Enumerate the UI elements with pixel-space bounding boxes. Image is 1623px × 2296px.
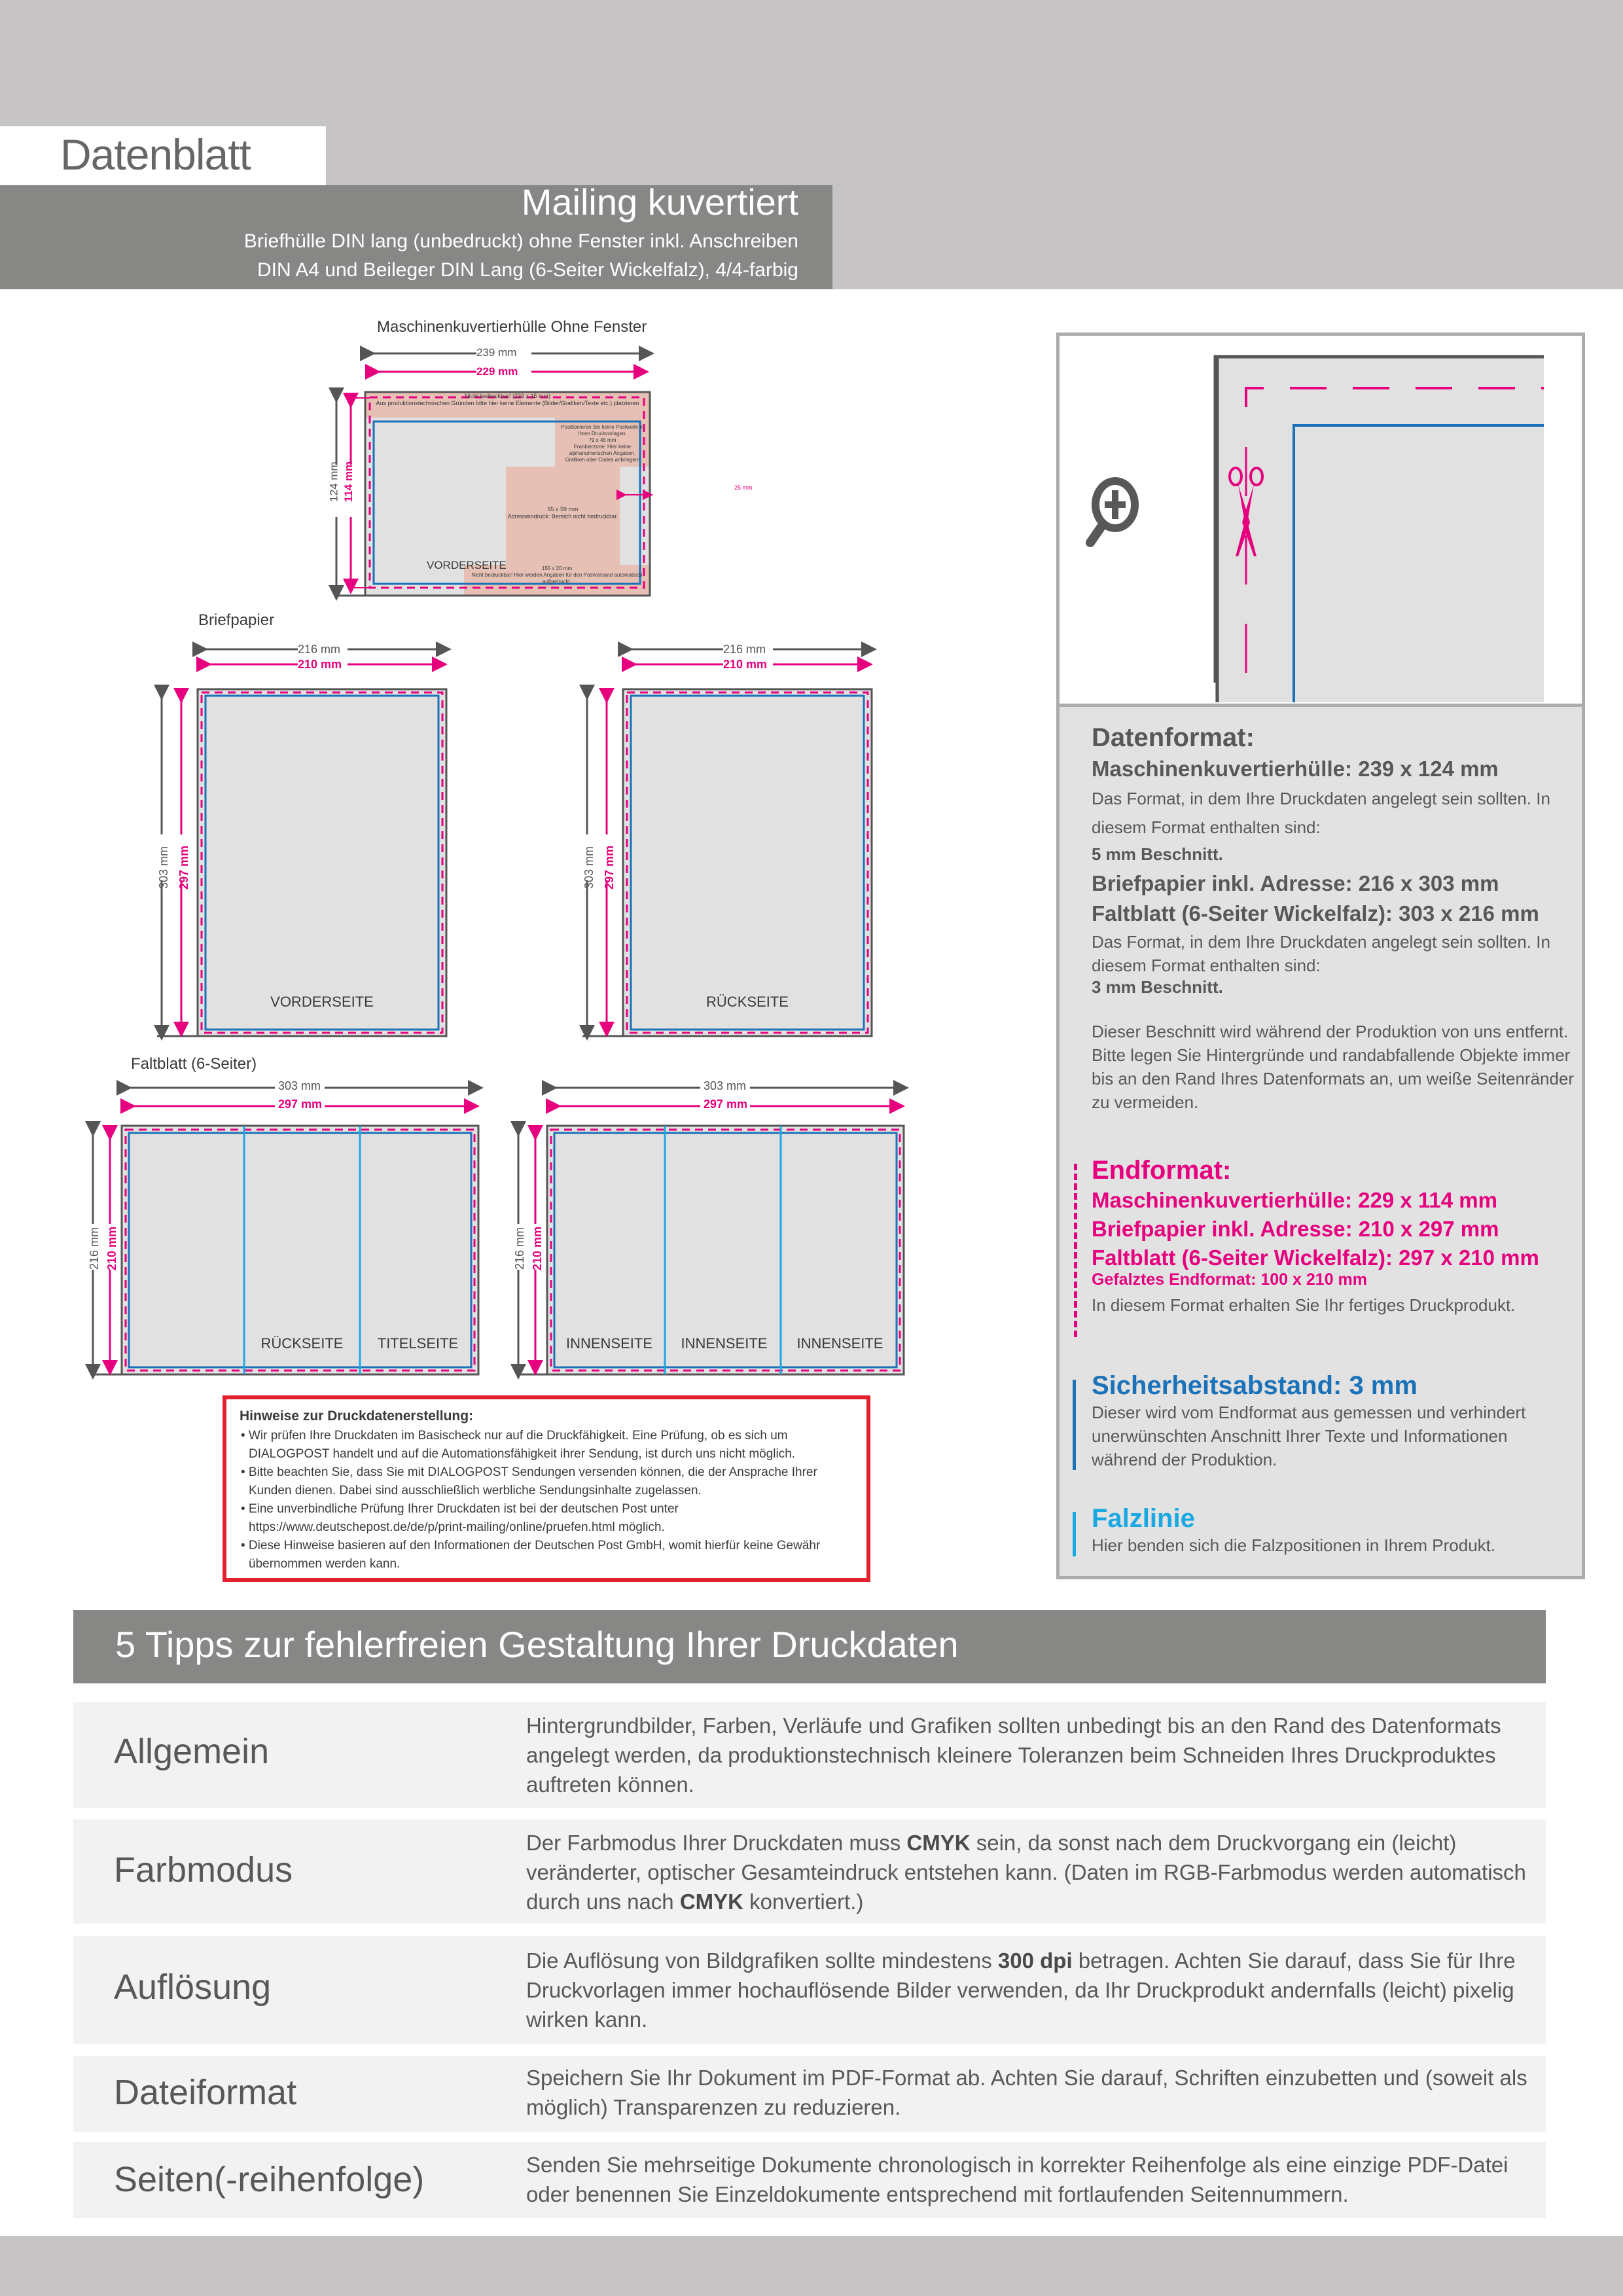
tip-name: Allgemein (114, 1732, 270, 1771)
endformat-leaflet: Faltblatt (6-Seiter Wickelfalz): 297 x 210 mm (1092, 1246, 1539, 1270)
datenformat-bleed2: 3 mm Beschnitt. (1092, 977, 1223, 997)
zone-stamp-line3: Frankierzone: Hier keine alphanumerischen Angaben, (569, 444, 636, 456)
doc-type-title: Datenblatt (60, 130, 251, 179)
zone-stamp-line2: Ihren Druckvorlagen. (578, 431, 627, 437)
tip-text (526, 1828, 1534, 1916)
zone-top-line2: Aus produktionstechnischen Gründen bitte hier keine Elemente (Bilder/Grafiken/Texte etc.) platzieren (376, 400, 639, 406)
leaflet-inner-panel-2-label: INNENSEITE (681, 1335, 768, 1352)
zone-address-text (506, 506, 620, 520)
product-title: Mailing kuvertiert (521, 181, 798, 223)
datenformat-letter: Briefpapier inkl. Adresse: 216 x 303 mm (1092, 871, 1499, 895)
leaflet-diagram-title: Faltblatt (6-Seiter) (131, 1055, 257, 1073)
tip-name: Dateiformat (114, 2073, 297, 2112)
datenformat-note: Dieser Beschnitt wird während der Produktion von uns entfernt. Bitte legen Sie Hintergründe und randabfallende Objekte immer bis an den Rand Ihres Datenformats an, um weiße Seitenränder zu vermeiden. (1092, 1022, 1575, 1112)
endformat-envelope: Maschinenkuvertierhülle: 229 x 114 mm (1092, 1188, 1497, 1212)
letter-front-height-final: 297 mm (177, 845, 191, 890)
zoom-in-icon (1090, 481, 1135, 543)
datenformat-section (1092, 723, 1576, 1114)
notice-item: • Diese Hinweise basieren auf den Informationen der Deutschen Post GmbH, womit hierfür keine Gewähr übernommen werden kann. (241, 1539, 821, 1571)
tip-name: Seiten(-reihenfolge) (114, 2160, 425, 2199)
envelope-height-data: 124 mm (327, 461, 340, 502)
letter-front-label: VORDERSEITE (270, 994, 374, 1010)
tip-text: Speichern Sie Ihr Dokument im PDF-Format ab. Achten Sie darauf, Schriften einzubetten und (soweit als möglich) Transparenzen zu reduzieren. (526, 2066, 1527, 2119)
leaflet-outer-width-data: 303 mm (278, 1079, 321, 1092)
zone-stamp-size: 79 x 45 mm (588, 437, 616, 443)
tip-text-part: Die Auflösung von Bildgrafiken sollte mindestens (526, 1948, 998, 1973)
safety-desc: Dieser wird vom Endformat aus gemessen und verhindert unerwünschten Anschnitt Ihrer Texte und Informationen während der Produktion. (1092, 1403, 1526, 1469)
letter-front-width-data: 216 mm (298, 643, 341, 656)
tip-name: Farbmodus (114, 1850, 293, 1890)
leaflet-outer-height-final: 210 mm (105, 1226, 119, 1271)
bleed-illustration (1060, 336, 1582, 707)
envelope-width-data: 239 mm (476, 346, 517, 359)
bottom-band (0, 2236, 1623, 2296)
tip-text-part: Der Farbmodus Ihrer Druckdaten muss (526, 1831, 907, 1855)
leaflet-inner-panel-1-label: INNENSEITE (565, 1335, 653, 1352)
leaflet-inner-width-data: 303 mm (704, 1079, 747, 1092)
letter-back-width-data: 216 mm (723, 643, 766, 656)
tip-text-part: sein, da sonst nach dem Druckvorgang ein (leicht) veränderter, optischer Gesamteindruck entstehen kann. (Daten im RGB-Farbmodus werden automatisch durch uns nach (526, 1831, 1526, 1914)
leaflet-inner-height-data: 216 mm (513, 1227, 527, 1270)
tips-heading: 5 Tipps zur fehlerfreien Gestaltung Ihrer Druckdaten (115, 1624, 959, 1665)
zone-top-line1: Nicht bedruckbar! (239 x 15 mm) (464, 393, 551, 399)
safety-marker (1073, 1380, 1076, 1470)
letter-front-width-final: 210 mm (298, 658, 342, 671)
leaflet-outer-panel-3-label: TITELSEITE (377, 1335, 459, 1352)
datenformat-envelope: Maschinenkuvertierhülle: 239 x 124 mm (1092, 757, 1499, 781)
notice-item: • Eine unverbindliche Prüfung Ihrer Druckdaten ist bei der deutschen Post unter https://www.deutschepost.de/de/p/print-mailing/online/pruefen.html möglich. (241, 1502, 679, 1534)
right-margin-label: 25 mm (734, 484, 753, 491)
datenformat-desc2: Das Format, in dem Ihre Druckdaten angelegt sein sollten. In diesem Format enthalten sind: (1092, 932, 1550, 975)
fold-section (1092, 1504, 1576, 1557)
product-subtitle-line1: Briefhülle DIN lang (unbedruckt) ohne Fenster inkl. Anschreiben (243, 230, 798, 252)
tip-text: Senden Sie mehrseitige Dokumente chronologisch in korrekter Reihenfolge als eine einzige PDF-Datei oder benennen Sie Einzeldokumente entsprechend mit fortlaufenden Seitennummern. (526, 2153, 1508, 2206)
leaflet-inner-width-final: 297 mm (704, 1098, 748, 1111)
zone-top-text (365, 393, 650, 407)
letter-back-height-data: 303 mm (582, 846, 596, 889)
fold-marker (1073, 1512, 1076, 1556)
letter-diagram-title: Briefpapier (198, 611, 275, 629)
letter-front-diagram (151, 638, 452, 1044)
zone-stamp-line4: Grafiken oder Codes anbringen! (565, 457, 640, 463)
tip-text-part: betragen. Achten Sie darauf, dass Sie für Ihre Druckvorlagen immer hochauflösende Bilder verwenden, da Ihr Druckprodukt andernfalls (leicht) pixelig wirken kann. (526, 1948, 1516, 2032)
zone-stamp-text (555, 424, 650, 463)
leaflet-inner-height-final: 210 mm (531, 1226, 544, 1271)
tip-text (526, 1946, 1534, 2034)
endformat-heading: Endformat: (1092, 1156, 1232, 1185)
zone-stamp-line1: Positionieren Sie keine Postwelle in (561, 424, 644, 430)
letter-front-height-data: 303 mm (157, 846, 171, 889)
zone-address-desc: Adresseindruck: Bereich nicht bedruckbar. (507, 513, 618, 520)
tip-text-emphasis: CMYK (906, 1831, 971, 1855)
safety-heading: Sicherheitsabstand: 3 mm (1092, 1371, 1418, 1400)
endformat-desc: In diesem Format erhalten Sie Ihr fertiges Druckprodukt. (1092, 1295, 1516, 1315)
product-subtitle-line2: DIN A4 und Beileger DIN Lang (6-Seiter Wickelfalz), 4/4-farbig (257, 259, 798, 281)
fold-heading: Falzlinie (1092, 1504, 1195, 1533)
letter-back-label: RÜCKSEITE (706, 994, 789, 1010)
tip-name: Auflösung (114, 1967, 272, 2007)
envelope-diagram (327, 340, 798, 602)
endformat-marker (1074, 1164, 1080, 1337)
endformat-section (1092, 1156, 1576, 1317)
datenformat-desc1: Das Format, in dem Ihre Druckdaten angelegt sein sollten. In diesem Format enthalten sind: (1092, 789, 1550, 837)
notice-title: Hinweise zur Druckdatenerstellung: (240, 1408, 474, 1424)
letter-back-width-final: 210 mm (723, 658, 768, 671)
datenformat-bleed1: 5 mm Beschnitt. (1092, 844, 1223, 864)
datenformat-leaflet: Faltblatt (6-Seiter Wickelfalz): 303 x 216 mm (1092, 901, 1539, 925)
letter-back-height-final: 297 mm (603, 845, 616, 890)
zone-bottom-desc: Nicht bedruckbar! Hier werden Angaben für den Postversand automatisch aufgedruckt. (471, 572, 643, 584)
safety-section (1092, 1371, 1576, 1471)
tip-text: Hintergrundbilder, Farben, Verläufe und Grafiken sollten unbedingt bis an den Rand des Datenformats angelegt werden, da produktionstechnisch kleinere Toleranzen beim Schneiden Ihres Druckproduktes auftreten können. (526, 1713, 1501, 1797)
tip-text-part: konvertiert.) (743, 1890, 864, 1914)
letter-back-diagram (576, 638, 877, 1044)
datenformat-heading: Datenformat: (1092, 723, 1255, 752)
endformat-folded: Gefalztes Endformat: 100 x 210 mm (1092, 1270, 1367, 1289)
tip-text-emphasis: CMYK (679, 1890, 743, 1914)
envelope-height-final: 114 mm (342, 461, 355, 503)
bleed-illustration-svg (1060, 336, 1582, 704)
envelope-width-final: 229 mm (476, 365, 518, 378)
endformat-letter: Briefpapier inkl. Adresse: 210 x 297 mm (1092, 1217, 1499, 1241)
tip-text-emphasis: 300 dpi (997, 1948, 1073, 1973)
leaflet-outer-width-final: 297 mm (278, 1098, 323, 1111)
notice-item: • Bitte beachten Sie, dass Sie mit DIALOGPOST Sendungen versenden können, die der Ansprache Ihrer Kunden dienen. Dabei sind ausschließlich werbliche Sendungsinhalte zugelassen. (241, 1465, 817, 1498)
product-subtitle (46, 227, 798, 285)
leaflet-outer-panel-2-label: RÜCKSEITE (260, 1335, 344, 1352)
print-notice-box (223, 1395, 870, 1582)
envelope-diagram-title: Maschinenkuvertierhülle Ohne Fenster (377, 318, 647, 336)
fold-desc: Hier benden sich die Falzpositionen in Ihrem Produkt. (1092, 1535, 1496, 1555)
zone-address-size: 95 x 59 mm (547, 506, 579, 512)
leaflet-outer-height-data: 216 mm (88, 1227, 101, 1270)
zone-bottom-size: 155 x 20 mm (541, 565, 573, 571)
envelope-side-label: VORDERSEITE (427, 559, 507, 571)
leaflet-inner-panel-3-label: INNENSEITE (796, 1335, 883, 1352)
notice-item: • Wir prüfen Ihre Druckdaten im Basischeck nur auf die Druckfähigkeit. Eine Prüfung, ob es sich um DIALOGPOST handelt und auf die Automationsfähigkeit ihrer Sendung, ist durch uns nicht möglich. (241, 1429, 796, 1461)
